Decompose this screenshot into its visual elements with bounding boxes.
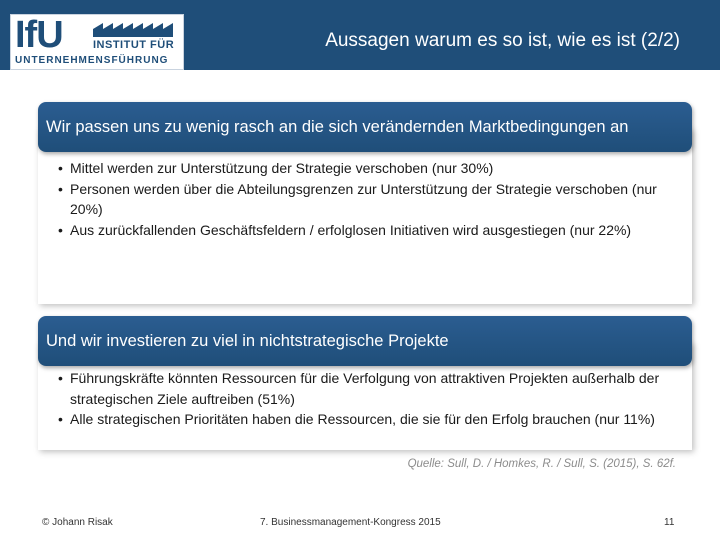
slide-title: Aussagen warum es so ist, wie es ist (2/2) [325, 30, 680, 51]
footer-event: 7. Businessmanagement-Kongress 2015 [260, 517, 441, 528]
logo-subtitle-text: UNTERNEHMENSFÜHRUNG [15, 55, 169, 66]
bullet-icon: • [58, 411, 63, 427]
footer-author: © Johann Risak [42, 517, 113, 528]
bullet-icon: • [58, 160, 63, 176]
source-citation: Quelle: Sull, D. / Homkes, R. / Sull, S. (2015), S. 62f. [407, 458, 676, 470]
logo-ifu-text: IfU [15, 14, 63, 56]
bullet-icon: • [58, 221, 63, 238]
header-bar [0, 0, 720, 70]
footer-page-number: 11 [664, 517, 675, 528]
ifu-logo [10, 14, 184, 70]
section-1-heading: Wir passen uns zu wenig rasch an die sich verändernden Marktbedingungen an [38, 102, 692, 152]
list-item: • Alle strategischen Prioritäten haben die Ressourcen, die sie für den Erfolg brauchen (nur 11%) [38, 409, 692, 430]
section-1-body [38, 128, 692, 304]
list-item: • Personen werden über die Abteilungsgrenzen zur Unterstützung der Strategie verschoben (nur 20%) [58, 180, 657, 217]
section-2-heading: Und wir investieren zu viel in nichtstrategische Projekte [38, 316, 692, 366]
list-item: • Führungskräfte könnten Ressourcen für die Verfolgung von attraktiven Projekten außerhalb der strategischen Ziele auftreiben (51%) [58, 370, 660, 407]
list-item: • Mittel werden zur Unterstützung der Strategie verschoben (nur 30%) [38, 158, 692, 179]
factory-roof-icon [93, 23, 179, 37]
list-item: • Aus zurückfallenden Geschäftsfeldern / erfolglosen Initiativen wird ausgestiegen (nur 22%) [38, 220, 692, 241]
logo-institute-text: INSTITUT FÜR [93, 39, 175, 51]
bullet-icon: • [58, 180, 63, 197]
bullet-icon: • [58, 370, 63, 386]
